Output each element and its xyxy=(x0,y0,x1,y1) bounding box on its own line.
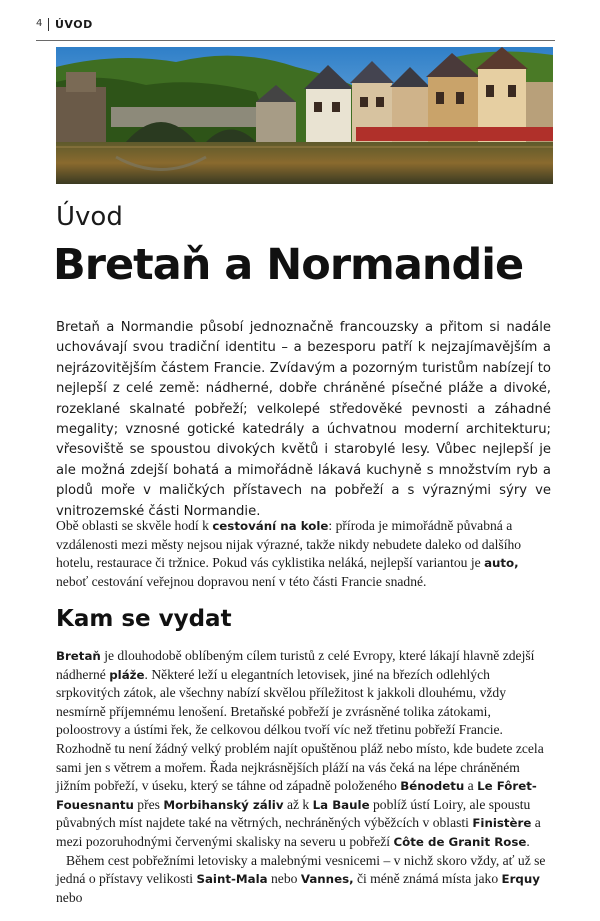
chapter-title: Bretaň a Normandie xyxy=(53,240,524,290)
keyword-finistere: Finistère xyxy=(472,816,532,831)
section-heading: Kam se vydat xyxy=(56,606,232,632)
running-header xyxy=(36,18,555,41)
body-paragraph-1: Bretaň je dlouhodobě oblíbeným cílem turistů z celé Evropy, které lákají hlavně zdejší nádherné pláže. Některé leží u elegantních letovisek, jiné na březích odlehlých srpkovitých zátok, ale všechny nabízí skvělou příležitost k jakkoli dlouhému, vždy nesmírně příjemnému lenošení. Bretaňské pobřeží je zvrásněné tolika zátokami, poloostrovy a ústími řek, že celkovou délkou tvoří víc než třetinu pobřeží Francie. Rozhodně tu není žádný velký problém najít opuštěnou pláž nebo místo, kde budete zcela sami jen s větrem a mořem. Řada nejkrásnějších pláží na vás čeká na lépe chráněném jižním pobřeží, v úseku, který se táhne od západně položeného Bénodetu a Le Fôret-Fouesnantu přes Morbihanský záliv až k La Baule poblíž ústí Loiry, ale spoustu půvabných míst najdete také na větrných, nechráněných výběžcích v oblasti Finistère a mezi pozoruhodnými červenými skalisky na severu u pobřeží Côte de Granit Rose. xyxy=(56,648,544,849)
keyword-brittany: Bretaň xyxy=(56,649,101,663)
keyword-morbihan: Morbihanský záliv xyxy=(163,797,284,812)
keyword-vannes: Vannes, xyxy=(300,872,354,887)
keyword-cycling: cestování na kole xyxy=(212,519,329,533)
hero-photo xyxy=(56,47,553,184)
page-number: 4 xyxy=(36,18,43,29)
keyword-le-foret-fouesnant: Le Fôret-Fouesnantu xyxy=(56,779,537,812)
keyword-car: auto, xyxy=(484,556,519,571)
intro-paragraph: Obě oblasti se skvěle hodí k cestování na kole: příroda je mimořádně půvabná a vzdálenosti mezi městy nejsou nijak výrazné, takže nikdy nebudete daleko od dalšího hotelu, restaurace či tržnice. Pokud vás cyklistika neláká, nejlepší variantou je auto, neboť cestování veřejnou dopravou není v této části Francie snadné. xyxy=(56,518,522,589)
keyword-beaches: pláže xyxy=(109,667,145,682)
lead-paragraph: Bretaň a Normandie působí jednoznačně francouzsky a přitom si nadále uchovávají svou tradiční identitu – a bezesporu patří k nejzajímavějším a nejrázovitějším částem Francie. Zvídavým a pozorným turistům nabízejí to nejlepší z celé země: nádherné, dobře chráněné písečné pláže a divoké, rozeklané skalnaté pobřeží; velkolepé středověké pevnosti a záhadné megality; vznosné gotické katedrály a úchvatnou moderní architekturu; vřesoviště se spoustou divokých květů i starobylé lesy. Vůbec nejlepší je ale možná zdejší bohatá a mimořádně lákavá kuchyně s množstvím ryb a plodů moře v maličkých přístavech na pobřeží a s výraznými sýry ve vnitrozemské části Normandie. xyxy=(56,320,551,519)
keyword-erquy: Erquy xyxy=(501,872,540,887)
keyword-cote-de-granit-rose: Côte de Granit Rose xyxy=(393,834,527,849)
dinan-harbour-photo xyxy=(56,47,553,184)
chapter-subtitle: Úvod xyxy=(56,202,123,232)
keyword-saint-malo: Saint-Mala xyxy=(196,872,268,887)
section-label: ÚVOD xyxy=(48,18,93,31)
body-paragraph-2: Během cest pobřežními letovisky a malebnými vesnicemi – v nichž skoro vždy, ať už se jedná o přístavy velikosti Saint-Mala nebo Vannes, či méně známá místa jako Erquy nebo xyxy=(56,852,546,905)
keyword-benodet: Bénodetu xyxy=(400,779,465,794)
body-text xyxy=(56,647,551,907)
keyword-la-baule: La Baule xyxy=(312,797,370,812)
